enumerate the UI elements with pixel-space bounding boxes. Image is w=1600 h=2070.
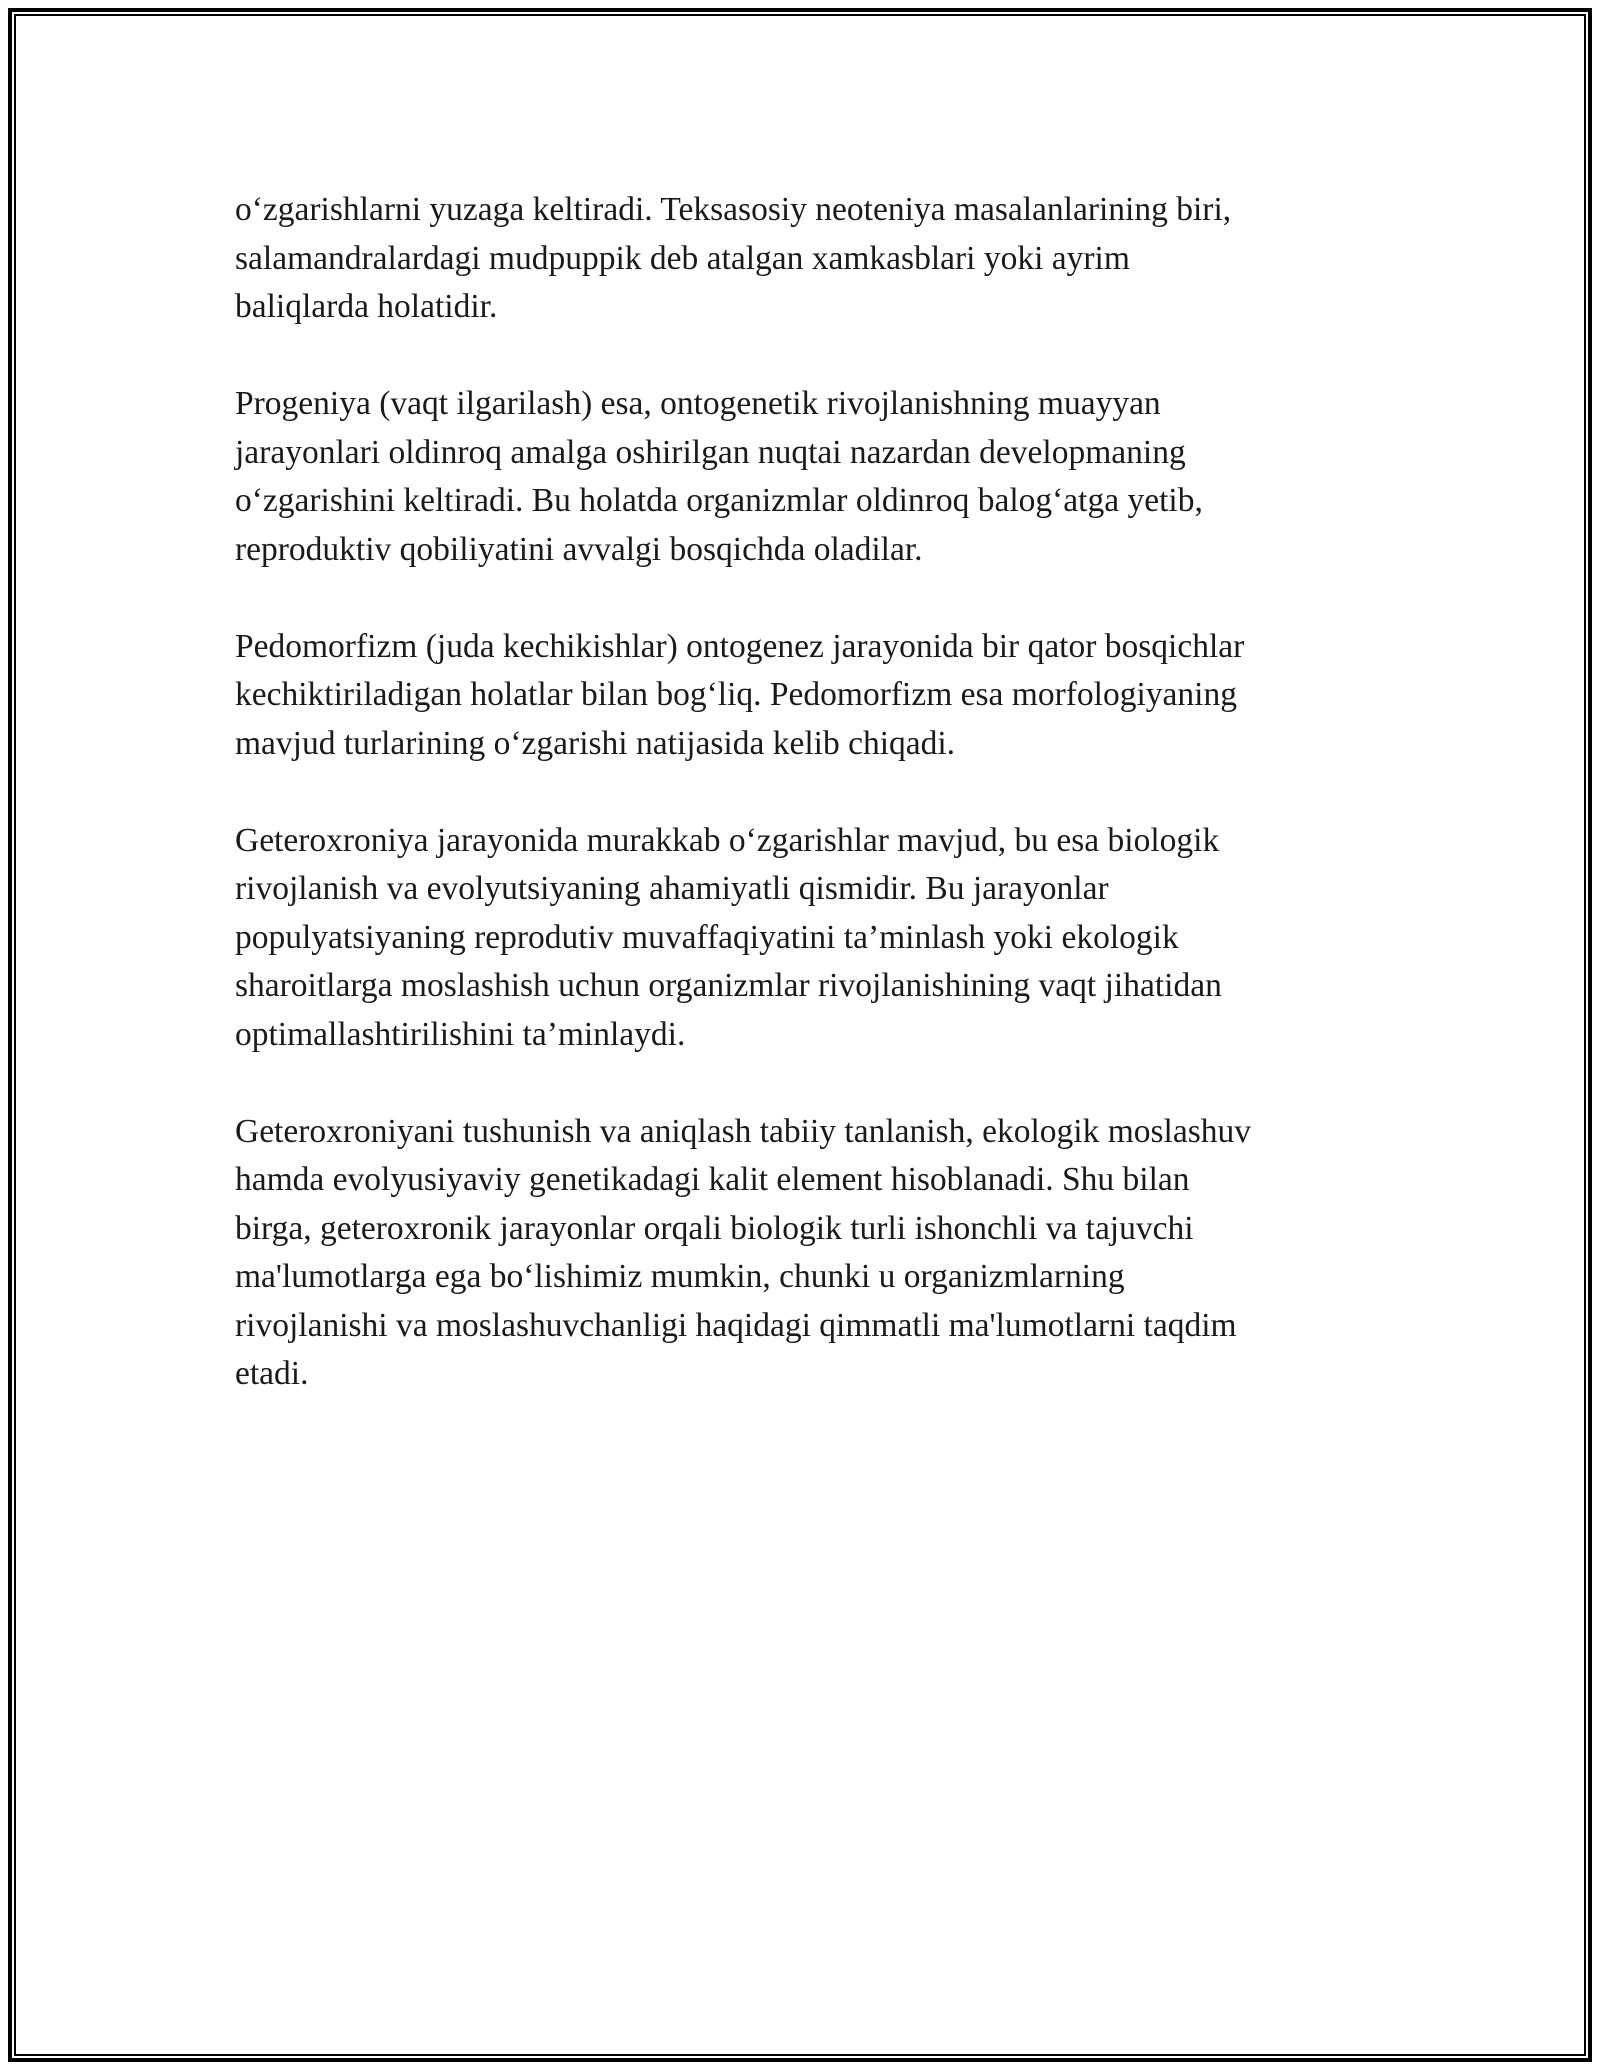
text-line: Progeniya (vaqt ilgarilash) esa, ontogenetik rivojlanishning muayyan bbox=[235, 385, 1161, 422]
text-line: rivojlanishi va moslashuvchanligi haqidagi qimmatli ma'lumotlarni taqdim bbox=[235, 1306, 1237, 1344]
paragraph-progeniya bbox=[235, 380, 1375, 574]
text-line: mavjud turlarining o‘zgarishi natijasida kelib chiqadi. bbox=[235, 724, 956, 762]
text-line: optimallashtirilishini ta’minlaydi. bbox=[235, 1015, 686, 1053]
paragraph-geteroxroniya bbox=[235, 817, 1375, 1060]
text-line: baliqlarda holatidir. bbox=[235, 288, 498, 325]
text-line: Pedomorfizm (juda kechikishlar) ontogenez jarayonida bir qator bosqichlar bbox=[235, 627, 1245, 665]
document-body bbox=[235, 186, 1375, 1447]
text-line: o‘zgarishlarni yuzaga keltiradi. Teksasosiy neoteniya masalanlarining biri, bbox=[235, 191, 1232, 228]
text-line: salamandralardagi mudpuppik deb atalgan xamkasblari yoki ayrim bbox=[235, 239, 1130, 277]
text-line: Geteroxroniya jarayonida murakkab o‘zgarishlar mavjud, bu esa biologik bbox=[235, 821, 1220, 859]
text-line: populyatsiyaning reprodutiv muvaffaqiyatini ta’minlash yoki ekologik bbox=[235, 918, 1179, 956]
paragraph-conclusion bbox=[235, 1108, 1375, 1399]
text-line: Geteroxroniyani tushunish va aniqlash tabiiy tanlanish, ekologik moslashuv bbox=[235, 1112, 1252, 1150]
text-line: kechiktiriladigan holatlar bilan bog‘liq. Pedomorfizm esa morfologiyaning bbox=[235, 676, 1237, 713]
paragraph-pedomorfizm bbox=[235, 623, 1375, 769]
text-line: o‘zgarishini keltiradi. Bu holatda organizmlar oldinroq balog‘atga yetib, bbox=[235, 482, 1203, 519]
text-line: birga, geteroxronik jarayonlar orqali biologik turli ishonchli va tajuvchi bbox=[235, 1209, 1194, 1247]
text-line: etadi. bbox=[235, 1355, 309, 1392]
text-line: ma'lumotlarga ega bo‘lishimiz mumkin, chunki u organizmlarning bbox=[235, 1258, 1125, 1295]
text-line: reproduktiv qobiliyatini avvalgi bosqichda oladilar. bbox=[235, 530, 923, 568]
text-line: jarayonlari oldinroq amalga oshirilgan nuqtai nazardan developmaning bbox=[235, 433, 1186, 471]
text-line: hamda evolyusiyaviy genetikadagi kalit element hisoblanadi. Shu bilan bbox=[235, 1161, 1190, 1198]
text-line: sharoitlarga moslashish uchun organizmlar rivojlanishining vaqt jihatidan bbox=[235, 967, 1222, 1004]
text-line: rivojlanish va evolyutsiyaning ahamiyatli qismidir. Bu jarayonlar bbox=[235, 870, 1109, 907]
paragraph-neoteniya bbox=[235, 186, 1375, 332]
